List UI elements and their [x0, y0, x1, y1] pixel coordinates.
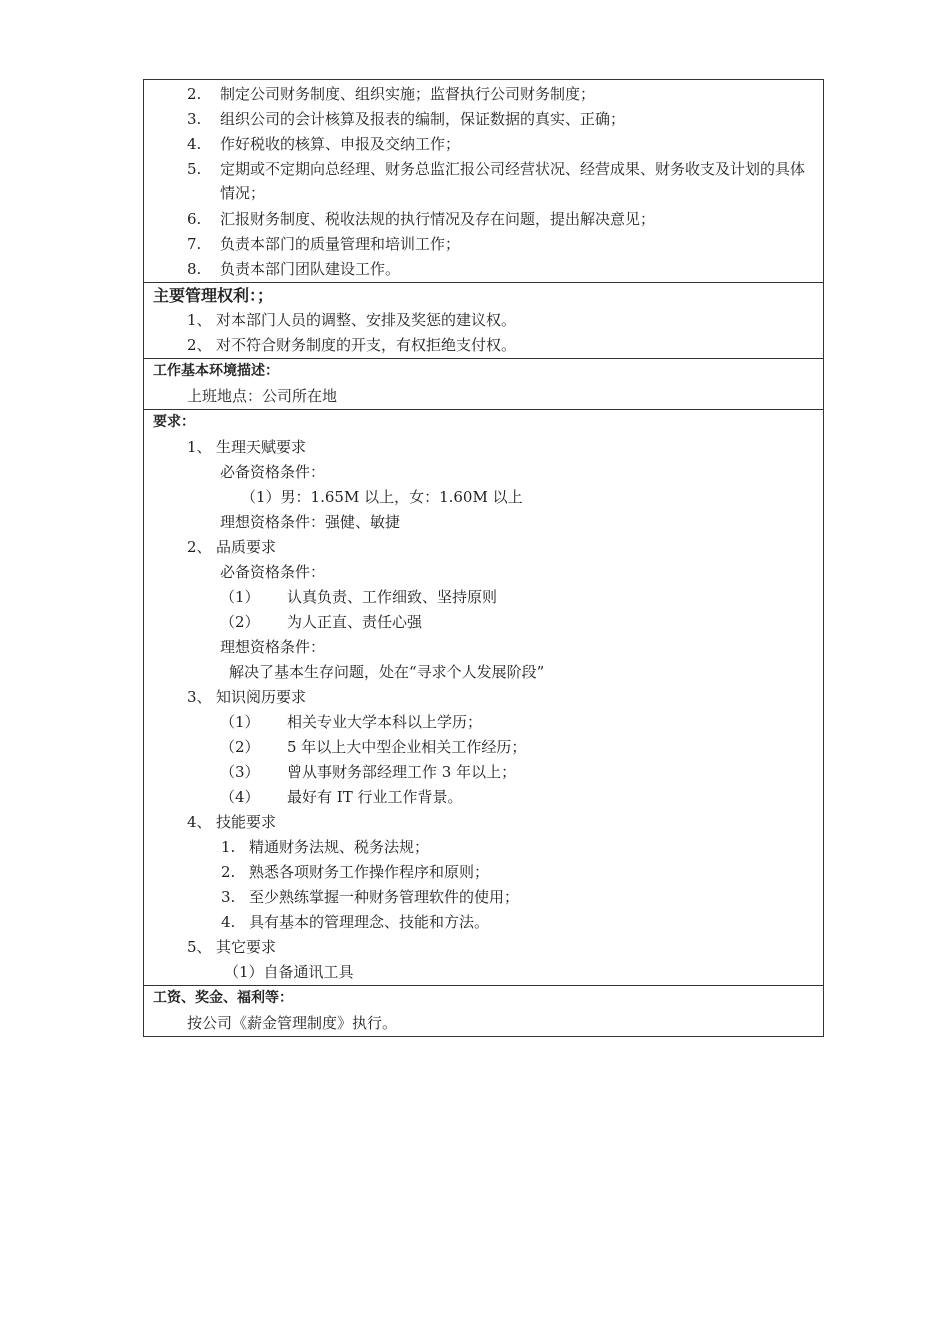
list-item	[144, 785, 823, 810]
item-number: 3.	[187, 110, 202, 128]
item-text: 5 年以上大中型企业相关工作经历；	[287, 738, 527, 756]
item-text: 曾从事财务部经理工作 3 年以上；	[287, 763, 517, 781]
list-item	[144, 760, 823, 785]
list-item	[144, 660, 823, 685]
environment-heading: 工作基本环境描述：	[153, 363, 279, 379]
list-item	[144, 157, 823, 207]
section-heading	[144, 359, 823, 384]
rights-section	[144, 282, 823, 358]
list-item	[144, 460, 823, 485]
item-number: （1）	[220, 713, 260, 731]
group-number: 1、	[187, 438, 212, 456]
item-number: 8.	[187, 260, 202, 278]
requirement-group-title	[144, 685, 823, 710]
environment-section	[144, 358, 823, 409]
group-number: 2、	[187, 538, 212, 556]
list-item	[144, 860, 823, 885]
list-item	[144, 207, 823, 232]
list-item	[144, 308, 823, 333]
group-title: 知识阅历要求	[216, 688, 307, 706]
item-text: （1）自备通讯工具	[224, 963, 354, 981]
item-number: 2.	[187, 85, 202, 103]
item-number: 1.	[221, 838, 236, 856]
group-title: 技能要求	[216, 813, 277, 831]
item-text: 对本部门人员的调整、安排及奖惩的建议权。	[216, 311, 517, 329]
requirements-heading: 要求：	[153, 414, 195, 430]
item-number: 2.	[221, 863, 236, 881]
list-item	[144, 132, 823, 157]
list-item	[144, 910, 823, 935]
requirement-group-title	[144, 535, 823, 560]
list-item	[144, 107, 823, 132]
item-text: 负责本部门团队建设工作。	[220, 260, 401, 278]
list-item	[144, 885, 823, 910]
list-item	[144, 82, 823, 107]
work-location: 上班地点：公司所在地	[187, 387, 338, 405]
item-text: 负责本部门的质量管理和培训工作；	[220, 235, 461, 253]
list-item	[144, 1011, 823, 1036]
requirements-section	[144, 409, 823, 985]
group-title: 生理天赋要求	[216, 438, 307, 456]
list-item	[144, 257, 823, 282]
item-text: 作好税收的核算、申报及交纳工作；	[220, 135, 461, 153]
section-heading	[144, 410, 823, 435]
item-number: 5.	[187, 160, 202, 178]
list-item	[144, 384, 823, 409]
ideal-label: 理想资格条件：	[220, 638, 326, 656]
item-number: 4.	[221, 913, 236, 931]
salary-section	[144, 985, 823, 1036]
item-text: 组织公司的会计核算及报表的编制，保证数据的真实、正确；	[220, 110, 626, 128]
item-number: （2）	[220, 738, 260, 756]
requirement-group-title	[144, 810, 823, 835]
requirement-group-title	[144, 935, 823, 960]
list-item	[144, 835, 823, 860]
item-number: （4）	[220, 788, 260, 806]
list-item	[144, 635, 823, 660]
item-number: 4.	[187, 135, 202, 153]
list-item	[144, 232, 823, 257]
requirement-group-title	[144, 435, 823, 460]
required-item: （1）男：1.65M 以上，女：1.60M 以上	[241, 488, 523, 506]
duties-section	[144, 80, 823, 282]
list-item	[144, 510, 823, 535]
item-text: 相关专业大学本科以上学历；	[287, 713, 483, 731]
group-title: 其它要求	[216, 938, 277, 956]
salary-text: 按公司《薪金管理制度》执行。	[187, 1014, 398, 1032]
list-item	[144, 960, 823, 985]
required-label: 必备资格条件：	[220, 563, 326, 581]
item-text: 制定公司财务制度、组织实施；监督执行公司财务制度；	[220, 85, 596, 103]
ideal-text: 解决了基本生存问题，处在“寻求个人发展阶段”	[229, 663, 545, 681]
list-item	[144, 610, 823, 635]
item-number: 2、	[187, 336, 212, 354]
job-description-table	[143, 79, 824, 1037]
item-text: 汇报财务制度、税收法规的执行情况及存在问题，提出解决意见；	[220, 210, 656, 228]
item-number: 7.	[187, 235, 202, 253]
section-heading	[144, 986, 823, 1011]
item-text: 定期或不定期向总经理、财务总监汇报公司经营状况、经营成果、财务收支及计划的具体情况；	[220, 160, 806, 202]
salary-heading: 工资、奖金、福利等：	[153, 990, 293, 1006]
item-text: 至少熟练掌握一种财务管理软件的使用；	[249, 888, 520, 906]
list-item	[144, 710, 823, 735]
list-item	[144, 333, 823, 358]
rights-heading: 主要管理权利：；	[153, 286, 274, 305]
item-number: （2）	[220, 613, 260, 631]
item-number: 1、	[187, 311, 212, 329]
list-item	[144, 585, 823, 610]
item-number: （3）	[220, 763, 260, 781]
ideal-condition: 理想资格条件：强健、敏捷	[220, 513, 401, 531]
item-number: 3.	[221, 888, 236, 906]
list-item	[144, 735, 823, 760]
item-number: （1）	[220, 588, 260, 606]
group-number: 3、	[187, 688, 212, 706]
item-text: 认真负责、工作细致、坚持原则	[287, 588, 498, 606]
item-text: 熟悉各项财务工作操作程序和原则；	[249, 863, 490, 881]
item-number: 6.	[187, 210, 202, 228]
section-heading	[144, 283, 823, 308]
item-text: 最好有 IT 行业工作背景。	[287, 788, 463, 806]
list-item	[144, 560, 823, 585]
list-item	[144, 485, 823, 510]
group-number: 5、	[187, 938, 212, 956]
item-text: 具有基本的管理理念、技能和方法。	[249, 913, 490, 931]
required-label: 必备资格条件：	[220, 463, 326, 481]
group-number: 4、	[187, 813, 212, 831]
item-text: 对不符合财务制度的开支，有权拒绝支付权。	[216, 336, 517, 354]
item-text: 精通财务法规、税务法规；	[249, 838, 430, 856]
item-text: 为人正直、责任心强	[287, 613, 423, 631]
group-title: 品质要求	[216, 538, 277, 556]
